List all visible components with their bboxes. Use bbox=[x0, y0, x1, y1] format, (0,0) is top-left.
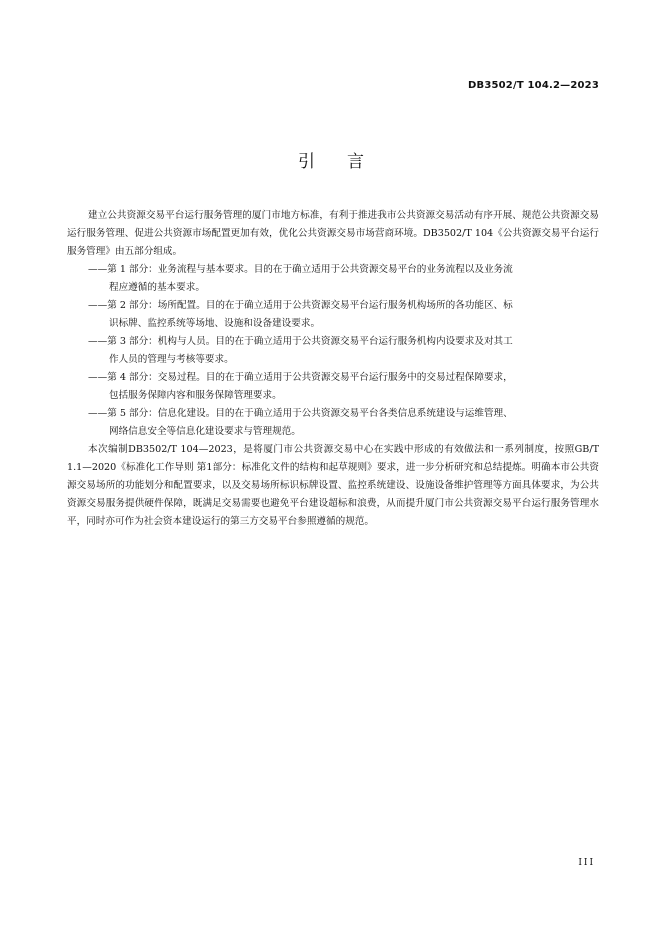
part-5-line-2: 网络信息安全等信息化建设要求与管理规范。 bbox=[109, 426, 301, 437]
part-3-line-2: 作人员的管理与考核等要求。 bbox=[109, 354, 234, 365]
parts-list bbox=[67, 261, 599, 441]
list-item bbox=[67, 369, 599, 405]
list-item bbox=[67, 405, 599, 441]
part-1-line-1: ——第 1 部分：业务流程与基本要求。目的在于确立适用于公共资源交易平台的业务流程以及业务流 bbox=[88, 264, 513, 275]
part-4-line-1: ——第 4 部分：交易过程。目的在于确立适用于公共资源交易平台运行服务中的交易过程保障要求， bbox=[88, 372, 513, 383]
part-2-line-1: ——第 2 部分：场所配置。目的在于确立适用于公共资源交易平台运行服务机构场所的各功能区、标 bbox=[88, 300, 513, 311]
list-item bbox=[67, 261, 599, 297]
intro-paragraph-1: 建立公共资源交易平台运行服务管理的厦门市地方标准，有利于推进我市公共资源交易活动有序开展、规范公共资源交易运行服务管理、促进公共资源市场配置更加有效，优化公共资源交易市场营商环境。DB3502/T 104《公共资源交易平台运行服务管理》由五部分组成。 bbox=[67, 210, 599, 257]
part-1-line-2: 程应遵循的基本要求。 bbox=[109, 282, 205, 293]
page-title: 引言 bbox=[298, 152, 396, 172]
document-code: DB3502/T 104.2—2023 bbox=[468, 80, 599, 91]
list-item bbox=[67, 333, 599, 369]
part-2-line-2: 识标牌、监控系统等场地、设施和设备建设要求。 bbox=[109, 318, 321, 329]
intro-paragraph-2: 本次编制DB3502/T 104—2023，是将厦门市公共资源交易中心在实践中形成的有效做法和一系列制度，按照GB/T 1.1—2020《标准化工作导则 第1部分：标准化文件的结构和起草规则》要求，进一步分析研究和总结提炼。明确本市公共资源交易场所的功能划分和配置要求，以及交易场所标识标牌设置、监控系统建设、设施设备维护管理等方面具体要求，为公共资源交易服务提供硬件保障，既满足交易需要也避免平台建设超标和浪费，从而提升厦门市公共资源交易平台运行服务管理水平，同时亦可作为社会资本建设运行的第三方交易平台参照遵循的规范。 bbox=[67, 444, 599, 527]
page-number: III bbox=[578, 858, 595, 868]
list-item bbox=[67, 297, 599, 333]
introduction-body bbox=[67, 207, 599, 531]
part-5-line-1: ——第 5 部分：信息化建设。目的在于确立适用于公共资源交易平台各类信息系统建设与运维管理、 bbox=[88, 408, 513, 419]
part-4-line-2: 包括服务保障内容和服务保障管理要求。 bbox=[109, 390, 282, 401]
part-3-line-1: ——第 3 部分：机构与人员。目的在于确立适用于公共资源交易平台运行服务机构内设要求及对其工 bbox=[88, 336, 513, 347]
